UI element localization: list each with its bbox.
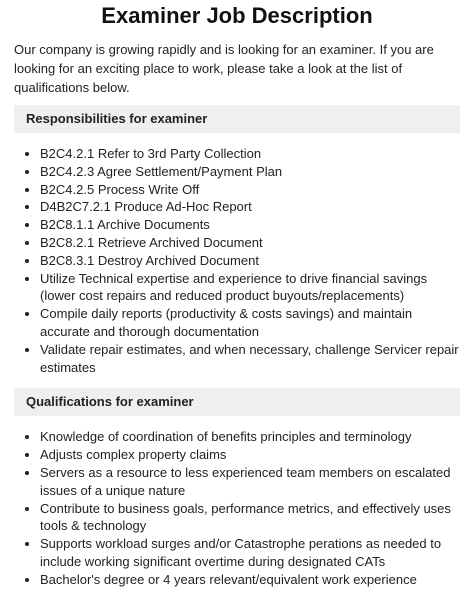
list-item: • Supports workload surges and/or Catastrophe perations as needed to include working significant overtime during designated CATs bbox=[40, 535, 460, 571]
list-item: • Contribute to business goals, performance metrics, and effectively uses tools & technology bbox=[40, 500, 460, 536]
list-item: • Knowledge of coordination of benefits principles and terminology bbox=[40, 428, 460, 446]
responsibilities-list bbox=[14, 145, 460, 376]
list-item: • B2C4.2.3 Agree Settlement/Payment Plan bbox=[40, 163, 460, 181]
list-item: • Servers as a resource to less experienced team members on escalated issues of a unique nature bbox=[40, 464, 460, 500]
list-item: • Adjusts complex property claims bbox=[40, 446, 460, 464]
qualifications-list bbox=[14, 428, 460, 588]
list-item: • B2C4.2.1 Refer to 3rd Party Collection bbox=[40, 145, 460, 163]
page-title: Examiner Job Description bbox=[101, 3, 373, 28]
list-item: • Utilize Technical expertise and experience to drive financial savings (lower cost repairs and reduced product buyouts/replacements) bbox=[40, 270, 460, 306]
qualifications-heading: Qualifications for examiner bbox=[14, 388, 460, 416]
list-item: • B2C4.2.5 Process Write Off bbox=[40, 181, 460, 199]
intro-paragraph: Our company is growing rapidly and is looking for an examiner. If you are looking for an exciting place to work, please take a look at the list of qualifications below. bbox=[14, 42, 434, 95]
list-item: • Validate repair estimates, and when necessary, challenge Servicer repair estimates bbox=[40, 341, 460, 377]
list-item: • B2C8.1.1 Archive Documents bbox=[40, 216, 460, 234]
list-item: • Compile daily reports (productivity & costs savings) and maintain accurate and thorough documentation bbox=[40, 305, 460, 341]
list-item: • B2C8.2.1 Retrieve Archived Document bbox=[40, 234, 460, 252]
list-item: • D4B2C7.2.1 Produce Ad-Hoc Report bbox=[40, 198, 460, 216]
list-item: • B2C8.3.1 Destroy Archived Document bbox=[40, 252, 460, 270]
list-item: • Bachelor's degree or 4 years relevant/equivalent work experience bbox=[40, 571, 460, 589]
responsibilities-heading: Responsibilities for examiner bbox=[14, 105, 460, 133]
